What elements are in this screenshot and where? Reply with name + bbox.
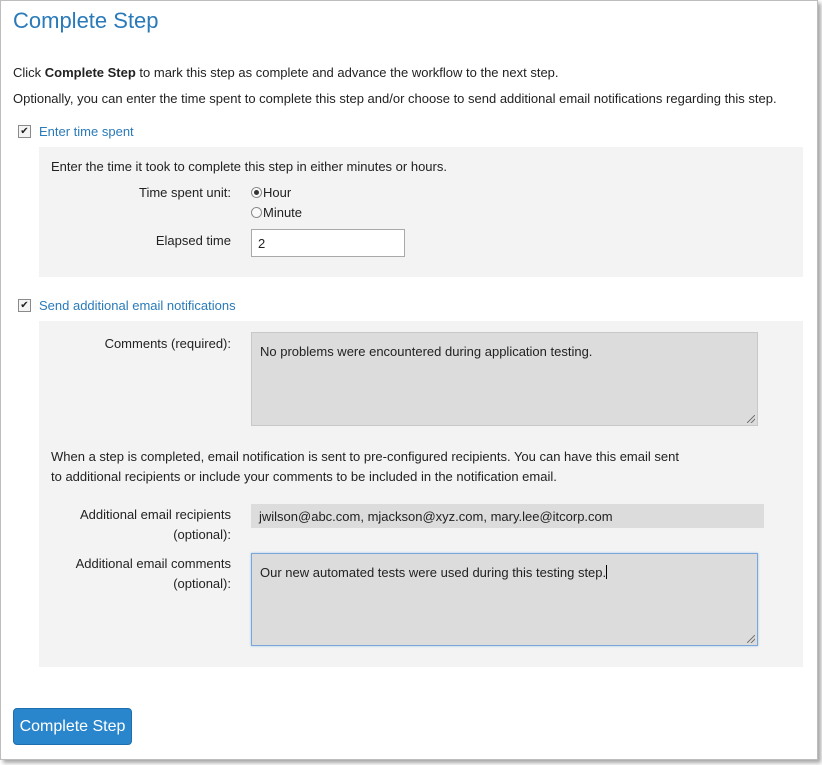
intro-text: [13, 65, 559, 80]
info-line-1: When a step is completed, email notification is sent to pre-configured recipients. You can have this email sent: [51, 449, 679, 464]
enter-time-spent-checkbox[interactable]: ✔: [18, 125, 31, 138]
add-comments-value: Our new automated tests were used during this testing step.: [260, 565, 607, 580]
add-comments-textarea[interactable]: [251, 553, 758, 646]
resize-grip-icon[interactable]: [747, 415, 755, 423]
time-spent-description: Enter the time it took to complete this step in either minutes or hours.: [51, 159, 447, 174]
intro-text-line2: Optionally, you can enter the time spent to complete this step and/or choose to send additional email notifications regarding this step.: [13, 91, 777, 106]
comments-textarea[interactable]: [251, 332, 758, 426]
send-email-row[interactable]: [18, 298, 236, 313]
intro-prefix: Click: [13, 65, 45, 80]
recipients-input[interactable]: jwilson@abc.com, mjackson@xyz.com, mary.lee@itcorp.com: [251, 504, 764, 528]
send-email-checkbox[interactable]: ✔: [18, 299, 31, 312]
radio-minute-button[interactable]: [251, 207, 262, 218]
recipients-label-1: Additional email recipients: [79, 507, 231, 522]
add-comments-label-1: Additional email comments: [75, 556, 231, 571]
time-spent-panel: [39, 147, 803, 277]
complete-step-button[interactable]: Complete Step: [13, 708, 132, 745]
comments-value: No problems were encountered during application testing.: [260, 344, 593, 359]
page-title: Complete Step: [13, 8, 159, 33]
comments-label: Comments (required):: [104, 336, 231, 351]
info-line-2: to additional recipients or include your comments to be included in the notification email.: [51, 469, 557, 484]
time-unit-label: Time spent unit:: [138, 185, 231, 200]
radio-hour[interactable]: [251, 185, 291, 200]
enter-time-spent-label[interactable]: Enter time spent: [39, 124, 134, 139]
add-comments-label-2: (optional):: [173, 576, 231, 591]
recipients-label-2: (optional):: [173, 527, 231, 542]
radio-hour-label[interactable]: Hour: [263, 185, 292, 200]
email-panel: [39, 321, 803, 667]
elapsed-time-label: Elapsed time: [155, 233, 231, 248]
send-email-label[interactable]: Send additional email notifications: [39, 298, 236, 313]
radio-minute[interactable]: [251, 205, 302, 220]
radio-hour-button[interactable]: [251, 187, 262, 198]
enter-time-spent-row[interactable]: [18, 124, 134, 139]
resize-grip-icon[interactable]: [747, 635, 755, 643]
elapsed-time-input[interactable]: 2: [251, 229, 405, 257]
intro-bold: Complete Step: [44, 65, 136, 80]
radio-minute-label[interactable]: Minute: [263, 205, 303, 220]
text-caret: [606, 565, 607, 579]
intro-suffix: to mark this step as complete and advance the workflow to the next step.: [135, 65, 559, 80]
